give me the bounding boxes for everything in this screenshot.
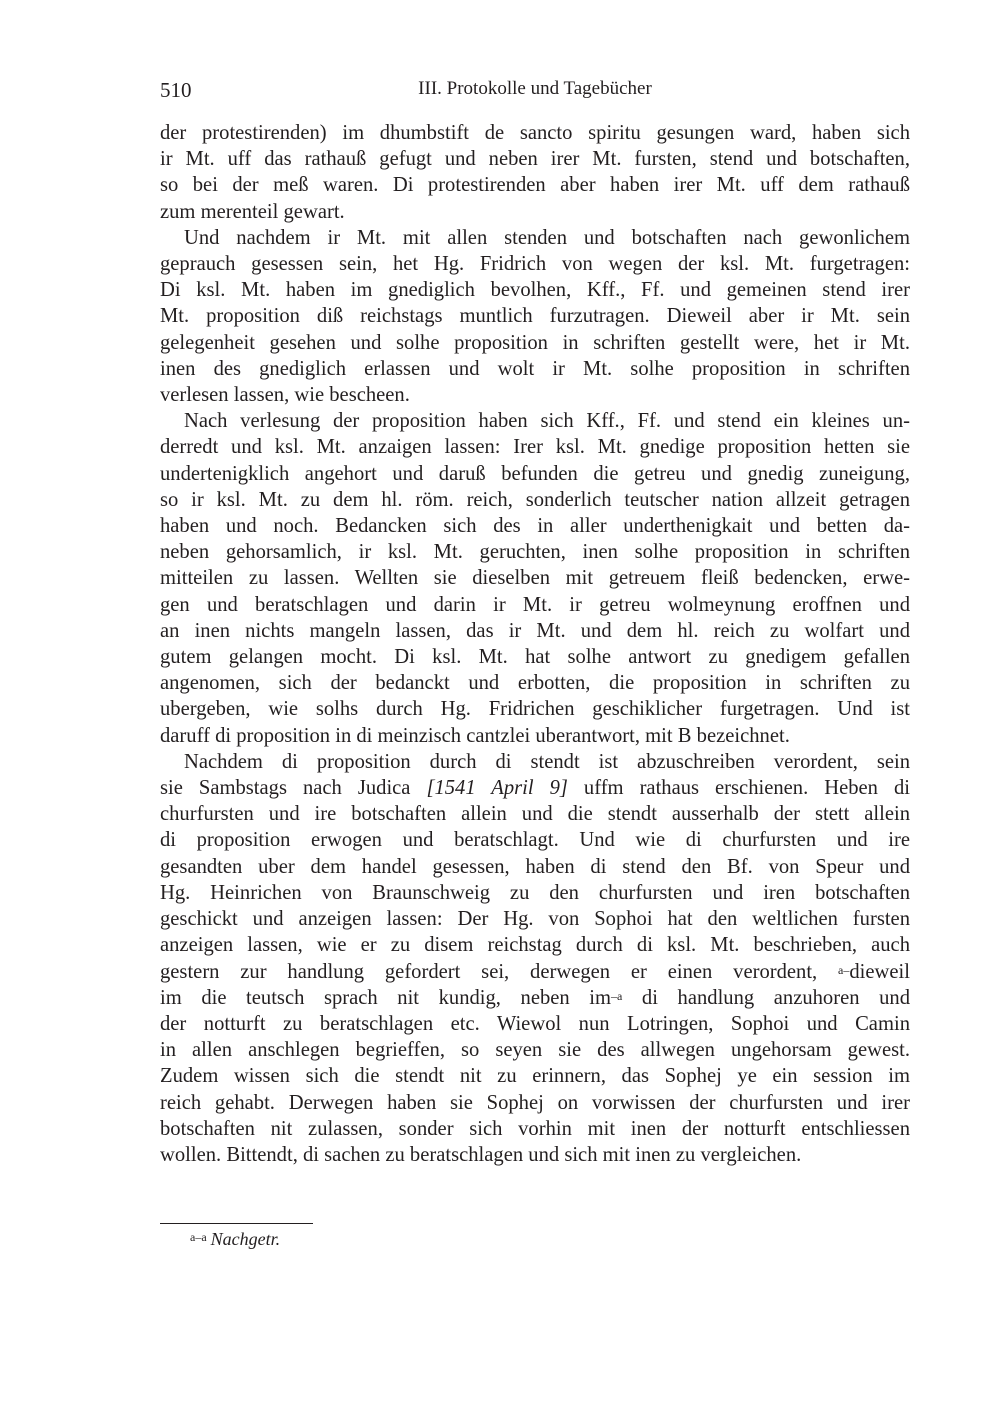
text-line: Di ksl. Mt. haben im gnediglich bevolhen, Kff., Ff. und gemeinen stend irer — [160, 279, 910, 302]
text-segment: di handlung anzuhoren und — [622, 986, 910, 1009]
text-line: derredt und ksl. Mt. anzaigen lassen: Irer ksl. Mt. gnedige proposition hetten sie — [160, 436, 910, 459]
text-line: Nachdem di proposition durch di stendt ist abzuschreiben verordent, sein — [184, 750, 910, 773]
text-line: gutem gelangen mocht. Di ksl. Mt. hat solhe antwort zu gnedigem gefallen — [160, 646, 910, 669]
footnote-mark: a–a — [190, 1230, 207, 1244]
italic-date: [1541 April 9] — [426, 777, 568, 800]
text-line: haben und noch. Bedancken sich des in aller underthenigkait und betten da- — [160, 515, 910, 538]
main-text — [160, 120, 910, 1168]
text-line: Zudem wissen sich die stendt nit zu erinnern, das Sophej ye ein session im — [160, 1065, 910, 1088]
text-segment: sie Sambstags nach Judica — [160, 777, 427, 800]
text-line: inen des gnediglich erlassen und wolt ir Mt. solhe proposition in schriften — [160, 357, 910, 380]
text-segment: dieweil — [849, 960, 910, 983]
text-line: di proposition erwogen und beratschlagt. Und wie di churfursten und ire — [160, 829, 910, 852]
text-line — [160, 985, 910, 1011]
text-line: angenomen, sich der bedanckt und erbotten, die proposition in schriften zu — [160, 672, 910, 695]
footnote-reference: –a — [611, 988, 623, 1003]
text-line: in allen anschlegen begrieffen, so seyen sie des allwegen ungehorsam gewest. — [160, 1039, 910, 1062]
text-line: der protestirenden) im dhumbstift de sancto spiritu gesungen ward, haben sich — [160, 122, 910, 144]
text-line: ubergeben, wie solhs durch Hg. Fridrichen geschiklicher furgetragen. Und ist — [160, 698, 910, 721]
footnote-text: Nachgetr. — [210, 1229, 281, 1249]
text-line: gesandten uber dem handel gesessen, haben di stend den Bf. von Speur und — [160, 855, 910, 878]
text-line: wollen. Bittendt, di sachen zu beratschlagen und sich mit inen zu vergleichen. — [160, 1143, 802, 1166]
text-line: anzeigen lassen, wie er zu disem reichstag durch di ksl. Mt. beschrieben, auch — [160, 934, 910, 957]
text-line: daruff di proposition in di meinzisch cantzlei uberantwort, mit B bezeichnet. — [160, 724, 790, 747]
text-line: ir Mt. uff das rathauß gefugt und neben irer Mt. fursten, stend und botschaften, — [160, 148, 910, 171]
text-line: Mt. proposition diß reichstags muntlich furzutragen. Dieweil aber ir Mt. sein — [160, 305, 910, 328]
text-line: gelegenheit gesehen und solhe proposition in schriften gestellt were, het ir Mt. — [160, 331, 910, 354]
text-line: der notturft zu beratschlagen etc. Wiewol nun Lotringen, Sophoi und Camin — [160, 1012, 910, 1035]
text-segment: gestern zur handlung gefordert sei, derwegen er einen verordent, — [160, 960, 839, 983]
text-line: geschickt und anzeigen lassen: Der Hg. von Sophoi hat den weltlichen fursten — [160, 908, 910, 931]
text-line — [160, 959, 910, 985]
text-line: reich gehabt. Derwegen haben sie Sophej on vorwissen der churfursten und irer — [160, 1091, 910, 1114]
footnote-reference: a– — [838, 962, 850, 977]
text-segment: uffm rathaus erschienen. Heben di — [567, 777, 910, 800]
text-line: so bei der meß waren. Di protestirenden aber haben irer Mt. uff dem rathauß — [160, 174, 910, 197]
text-line: an inen nichts mangeln lassen, das ir Mt. und dem hl. reich zu wolfart und — [160, 619, 910, 642]
text-line: Nach verlesung der proposition haben sich Kff., Ff. und stend ein kleines un- — [184, 410, 910, 433]
footnote-divider — [160, 1223, 313, 1224]
text-segment: im die teutsch sprach nit kundig, neben im — [160, 986, 612, 1009]
text-line: churfursten und ire botschaften allein und die stendt ausserhalb der stett allein — [160, 803, 910, 826]
text-line: Hg. Heinrichen von Braunschweig zu den churfursten und iren botschaften — [160, 881, 910, 904]
text-line: neben gehorsamlich, ir ksl. Mt. geruchten, inen solhe proposition in schriften — [160, 541, 910, 564]
text-line: geprauch gesessen sein, het Hg. Fridrich von wegen der ksl. Mt. furgetragen: — [160, 253, 910, 276]
text-line: zum merenteil gewart. — [160, 200, 345, 223]
text-line: so ir ksl. Mt. zu dem hl. röm. reich, sonderlich teutscher nation allzeit getragen — [160, 488, 910, 511]
page-number: 510 — [160, 78, 192, 102]
text-line: undertenigklich angehort und daruß befunden die getreu und gnedig zuneigung, — [160, 462, 910, 485]
footnote — [190, 1229, 280, 1250]
text-line — [160, 775, 910, 801]
text-line: Und nachdem ir Mt. mit allen stenden und botschaften nach gewonlichem — [184, 226, 910, 249]
page-header — [160, 78, 910, 108]
running-head: III. Protokolle und Tagebücher — [418, 78, 652, 99]
text-line: gen und beratschlagen und darin ir Mt. ir getreu wolmeynung eroffnen und — [160, 593, 910, 616]
text-line: mitteilen zu lassen. Wellten sie dieselben mit getreuem fleiß bedencken, erwe- — [160, 567, 910, 590]
text-line: botschaften nit zulassen, sonder sich vorhin mit inen der notturft entschliessen — [160, 1117, 910, 1140]
text-line: verlesen lassen, wie bescheen. — [160, 384, 410, 407]
